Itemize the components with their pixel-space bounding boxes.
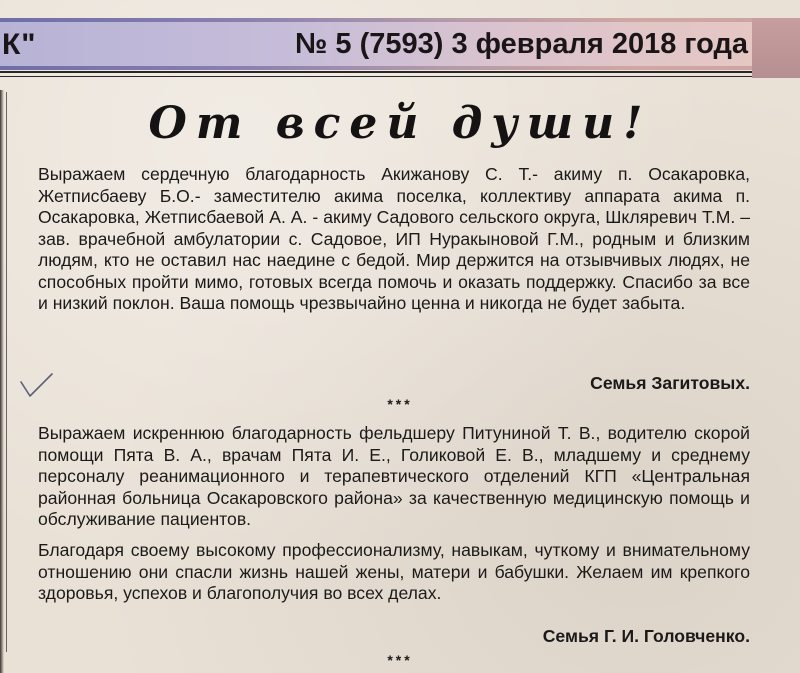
masthead-edge: [752, 18, 800, 78]
masthead-title-fragment: К": [2, 28, 37, 61]
article-2-paragraph-2: Благодаря своему высокому профессионализму, навыкам, чуткому и внимательному отношению они спасли жизнь нашей жены, матери и бабушки. Желаем им крепкого здоровья, успехов и благополучия во всех делах.: [38, 540, 750, 603]
article-2-signature: Семья Г. И. Головченко.: [542, 626, 750, 646]
column-rule: [6, 92, 7, 652]
article-1-body: Выражаем сердечную благодарность Акижанову С. Т.- акиму п. Осакаровка, Жетписбаеву Б.О.- заместителю акима поселка, коллективу аппарата акима п. Осакаровка, Жетписбаевой А. А. - акиму Садового сельского округа, Шкляревич Т.М. – зав. врачебной амбулатории с. Садовое, ИП Нуракыновой Г.М., родным и близким людям, кто не оставил нас наедине с бедой. Мир держится на отзывчивых людях, не способных пройти мимо, готовых всегда помочь и оказать поддержку. Спасибо за все и низкий поклон. Ваша помощь чрезвычайно ценна и никогда не будет забыта.: [38, 164, 750, 313]
masthead-rule: [0, 71, 752, 73]
issue-date: № 5 (7593) 3 февраля 2018 года: [295, 28, 748, 60]
article-2-paragraph-1: Выражаем искреннюю благодарность фельдшеру Питуниной Т. В., водителю скорой помощи Пята В. А., врачам Пята И. Е., Голиковой Е. В., младшему и среднему персоналу реанимационного и терапевтического отделений КГП «Центральная районная больница Осакаровского района» за качественную медицинскую помощь и обслуживание пациентов.: [38, 423, 750, 529]
article-headline: От всей души!: [148, 98, 652, 149]
masthead-rule-thin: [0, 76, 752, 77]
article-1-signature: Семья Загитовых.: [590, 373, 750, 393]
page-gutter-shadow: [0, 90, 4, 673]
section-separator: ***: [387, 396, 413, 412]
section-separator-bottom: ***: [387, 652, 413, 668]
